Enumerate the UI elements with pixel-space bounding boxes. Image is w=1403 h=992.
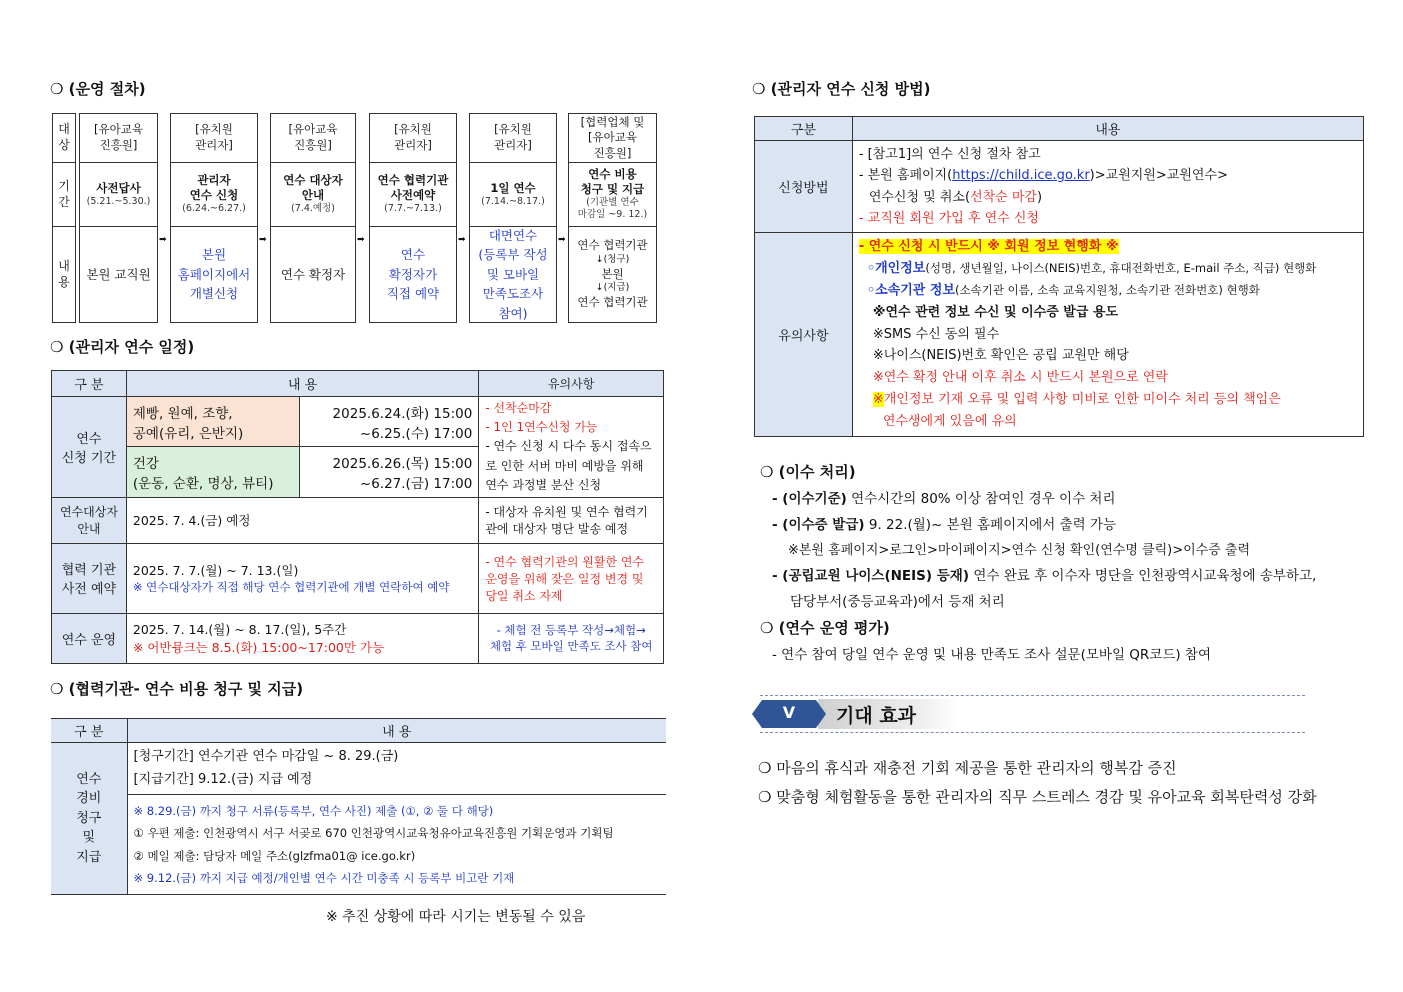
process-step-content [470, 226, 556, 322]
reserve-cell [126, 543, 478, 613]
caution-update-highlight: - 연수 신청 시 반드시 ※ 회원 정보 현행화 ※ [858, 239, 1119, 255]
method-cell [852, 141, 1363, 233]
notice-label: 연수대상자 안내 [52, 497, 127, 543]
method-label: 신청방법 [755, 141, 853, 233]
flow-arrow-icon: ➡ [458, 235, 466, 245]
process-step-1 [79, 113, 158, 323]
process-step-target: [유치원 관리자] [195, 122, 233, 152]
group2-dates: 2025.6.26.(목) 15:00 ~6.27.(금) 17:00 [299, 447, 479, 497]
pay-claim-period: [청구기간] 연수기관 연수 마감일 ~ 8. 29.(금) [133, 749, 399, 765]
apply-method-title: ❍ (관리자 연수 신청 방법) [752, 80, 931, 98]
caution-org-label: ◦소속기관 정보 [866, 282, 955, 298]
apply-method-table [754, 116, 1364, 437]
row-label-content: 내 용 [53, 226, 75, 323]
process-content-line: 연수 협력기관 [577, 295, 648, 310]
process-step-dates: (기관별 연수 마감일 ~9. 12.) [577, 197, 648, 221]
process-step-dates: (7.7.~7.13.) [384, 203, 442, 215]
pay-header-category: 구 분 [51, 719, 127, 743]
process-content-text: 본원 홈페이지에서 개별신청 [177, 247, 251, 302]
process-step-2 [170, 113, 258, 323]
process-content-text: 대면연수 (등록부 작성 및 모바일 만족도조사 참여) [478, 228, 548, 321]
method-line-ref: - [참고1]의 연수 신청 절차 참고 [858, 146, 1041, 162]
run-content: 2025. 7. 14.(월) ~ 8. 17.(일), 5주간 [132, 622, 347, 638]
process-step-content [171, 226, 257, 322]
evaluation-title: ❍ (연수 운영 평가) [760, 619, 890, 637]
process-step-content [271, 226, 355, 322]
effect-stress: ❍ 맞춤형 체험활동을 통한 관리자의 직무 스트레스 경감 및 유아교육 회복탄력성 강화 [758, 788, 1317, 806]
pay-submit-docs: ※ 8.29.(금) 까지 청구 서류(등록부, 연수 사진) 제출 (①, ② 둘 다 해당) [133, 803, 494, 818]
run-sub: ※ 어반뮹크는 8.5.(화) 15:00~17:00만 가능 [132, 640, 385, 656]
caution-label: 유의사항 [755, 233, 853, 437]
certificate-issue-label: - (이수증 발급) [772, 517, 865, 533]
certificate-issue-text: 9. 22.(월)~ 본원 홈페이지에서 출력 가능 [864, 517, 1117, 533]
caution-line-sms: ※SMS 수신 동의 필수 [872, 326, 1000, 342]
apply-note-distribute: - 연수 신청 시 다수 동시 접속으로 인한 서버 마비 예방을 위해 연수 과정별 분산 신청 [485, 439, 652, 492]
effect-happiness: ❍ 마음의 휴식과 재충전 기회 제공을 통한 관리자의 행복감 증진 [758, 759, 1177, 777]
caution-line-org [859, 280, 1357, 302]
caution-line-cancel: ※연수 확정 안내 이후 취소 시 반드시 본원으로 연락 [872, 370, 1168, 386]
apply-header-category: 구분 [755, 117, 853, 141]
reserve-label: 협력 기관 사전 예약 [52, 543, 127, 613]
process-step-period [370, 162, 456, 226]
apply-note-one-per-person: - 1인 1연수신청 가능 [485, 420, 598, 435]
section-divider-bottom [760, 732, 1305, 733]
process-step-name: 1일 연수 [490, 180, 536, 195]
caution-personal-detail: (성명, 생년월일, 나이스(NEIS)번호, 휴대전화번호, E-mail 주소, 직급) 현행화 [925, 261, 1317, 276]
completion-title: ❍ (이수 처리) [760, 463, 856, 481]
row-label-target: 대 상 [58, 122, 70, 152]
process-step-period [80, 162, 157, 226]
apply-notes [479, 397, 664, 498]
process-content-line: ↓(지급) [595, 282, 630, 294]
section-title: 기대 효과 [836, 705, 917, 727]
reserve-content: 2025. 7. 7.(월) ~ 7. 13.(일) [132, 563, 299, 579]
completion-criteria-label: - (이수기준) [772, 491, 847, 507]
schedule-table [51, 370, 664, 664]
process-step-content [569, 226, 656, 322]
process-content-text: 연수 확정자 [280, 266, 346, 282]
flow-arrow-icon: ➡ [558, 235, 566, 245]
pay-label: 연수 경비 청구 및 지급 [51, 743, 127, 895]
process-step-5 [469, 113, 557, 323]
process-step-period [470, 162, 556, 226]
process-step-dates: (6.24.~6.27.) [182, 203, 246, 215]
process-step-target: [유아교육 진흥원] [288, 122, 338, 152]
evaluation-line: - 연수 참여 당일 연수 운영 및 내용 만족도 조사 설문(모바일 QR코드) 참여 [772, 647, 1212, 663]
caution-line-neis: ※나이스(NEIS)번호 확인은 공립 교원만 해당 [872, 348, 1129, 364]
notice-content: 2025. 7. 4.(금) 예정 [126, 497, 478, 543]
run-note: - 체험 전 등록부 작성→체험→ 체험 후 모바일 만족도 조사 참여 [479, 613, 664, 663]
method-line-register: - 교직원 회원 가입 후 연수 신청 [858, 210, 1039, 226]
method-cancel-prefix: 연수신청 및 취소( [868, 189, 971, 205]
caution-line-update [859, 236, 1357, 258]
section-number: V [782, 703, 796, 722]
process-step-period [171, 162, 257, 226]
method-line-cancel [859, 187, 1357, 208]
process-step-name: 연수 협력기관 사전예약 [377, 173, 449, 203]
process-content-text: 본원 교직원 [86, 266, 151, 282]
caution-personal-label: ◦개인정보 [866, 261, 926, 277]
pay-payment-note: ※ 9.12.(금) 까지 지급 예정/개인별 연수 시간 미충족 시 등록부 비고란 기재 [133, 870, 515, 885]
homepage-link[interactable]: https://child.ice.go.kr [952, 168, 1090, 184]
neis-registration-label: - (공립교원 나이스(NEIS) 등재) [772, 568, 970, 584]
caution-line-responsibility [859, 389, 1357, 411]
process-step-content [370, 226, 456, 322]
run-label: 연수 운영 [52, 613, 127, 663]
footnote: ※ 추진 상황에 따라 시기는 변동될 수 있음 [326, 909, 586, 925]
pay-detail-cell [127, 795, 666, 895]
process-step-4 [369, 113, 457, 323]
process-step-target: [유치원 관리자] [394, 122, 432, 152]
process-step-name: 사전답사 [96, 180, 141, 195]
process-step-name: 연수 비용 청구 및 지급 [580, 167, 645, 197]
section-divider-top [760, 695, 1305, 696]
neis-registration-2: 담당부서(중등교육과)에서 등재 처리 [790, 594, 1005, 610]
method-cancel-suffix: ) [1037, 189, 1043, 205]
process-step-target: [유아교육 진흥원] [94, 122, 143, 152]
process-content-text: 연수 확정자가 직접 예약 [386, 247, 440, 302]
completion-criteria-text: 연수시간의 80% 이상 참여인 경우 이수 처리 [846, 491, 1116, 507]
pay-postal-submit: ① 우편 제출: 인천광역시 서구 서곶로 670 인천광역시교육청유아교육진흥원 기획운영과 기획팀 [133, 826, 614, 841]
notice-note: - 대상자 유치원 및 연수 협력기관에 대상자 명단 발송 예정 [479, 497, 664, 543]
process-step-name: 관리자 연수 신청 [189, 173, 239, 203]
process-step-dates: (5.21.~5.30.) [86, 195, 151, 207]
apply-header-content: 내용 [852, 117, 1363, 141]
header-content: 내 용 [126, 371, 478, 397]
reserve-sub: ※ 연수대상자가 직접 해당 연수 협력기관에 개별 연락하여 예약 [132, 580, 450, 595]
payment-table [51, 718, 666, 895]
method-first-come: 선착순 마감 [970, 189, 1037, 205]
certificate-path: ※본원 홈페이지>로그인>마이페이지>연수 신청 확인(연수명 클릭)>이수증 출력 [788, 543, 1251, 558]
process-step-name: 연수 대상자 안내 [283, 173, 343, 203]
apply-period-label: 연수 신청 기간 [52, 397, 127, 498]
completion-criteria [772, 487, 1116, 507]
process-step-period [569, 162, 656, 226]
process-content-line: ↓(청구) [595, 253, 630, 265]
pay-email-submit: ② 메일 제출: 담당자 메일 주소(glzfma01@ ice.go.kr) [133, 848, 416, 863]
certificate-issue [772, 513, 1116, 533]
caution-responsibility-text: 개인정보 기재 오류 및 입력 사항 미비로 인한 미이수 처리 등의 책임은 [883, 392, 1281, 408]
caution-line-responsibility-2: 연수생에게 있음에 유의 [882, 413, 1017, 429]
group2-label: 건강 (운동, 순환, 명상, 뷰티) [126, 447, 299, 497]
group1-label: 제빵, 원예, 조향, 공예(유리, 은반지) [126, 397, 299, 447]
pay-header-content: 내 용 [127, 719, 666, 743]
flow-arrow-icon: ➡ [159, 235, 167, 245]
reserve-note: - 연수 협력기관의 원활한 연수 운영을 위해 잦은 일정 변경 및 당일 취소 자제 [479, 543, 664, 613]
row-label-box [52, 113, 76, 323]
process-step-target: [유치원 관리자] [494, 122, 532, 152]
pay-period-cell [127, 743, 666, 795]
method-homepage-path: )>교원지원>교원연수> [1089, 168, 1228, 184]
header-notes: 유의사항 [479, 371, 664, 397]
group1-dates: 2025.6.24.(화) 15:00 ~6.25.(수) 17:00 [299, 397, 479, 447]
process-step-period [271, 162, 355, 226]
process-step-dates: (7.4.예정) [291, 203, 335, 215]
process-step-content [80, 226, 157, 322]
run-cell [126, 613, 478, 663]
flow-arrow-icon: ➡ [357, 235, 365, 245]
section-number-badge [750, 698, 828, 730]
caution-org-detail: (소속기관 이름, 소속 교육지원청, 소속기관 전화번호) 현행화 [955, 282, 1260, 297]
process-content-line: 본원 [601, 266, 624, 281]
flow-arrow-icon: ➡ [259, 235, 267, 245]
neis-registration [772, 564, 1316, 584]
caution-line-purpose: ※연수 관련 정보 수신 및 이수증 발급 용도 [872, 304, 1119, 320]
row-label-period: 기 간 [53, 162, 75, 227]
neis-registration-text: 연수 완료 후 이수자 명단을 인천광역시교육청에 송부하고, [969, 568, 1317, 584]
schedule-title: ❍ (관리자 연수 일정) [50, 338, 195, 356]
apply-note-first-come: - 선착순마감 [485, 401, 552, 415]
payment-title: ❍ (협력기관- 연수 비용 청구 및 지급) [50, 680, 304, 698]
header-category: 구 분 [52, 371, 127, 397]
pay-payment-period: [지급기간] 9.12.(금) 지급 예정 [133, 771, 313, 787]
process-content-line: 연수 협력기관 [577, 238, 648, 253]
process-step-dates: (7.14.~8.17.) [481, 195, 545, 207]
caution-line-personal [859, 258, 1357, 280]
caution-cell [852, 233, 1363, 437]
method-homepage-prefix: - 본원 홈페이지( [858, 168, 953, 184]
process-step-target: [협력업체 및 [유아교육 진흥원] [580, 114, 645, 160]
proc-title: ❍ (운영 절차) [50, 80, 146, 98]
method-line-homepage [859, 165, 1357, 186]
process-step-6 [568, 113, 657, 323]
caution-mark: ※ [872, 392, 884, 408]
process-step-3 [270, 113, 356, 323]
